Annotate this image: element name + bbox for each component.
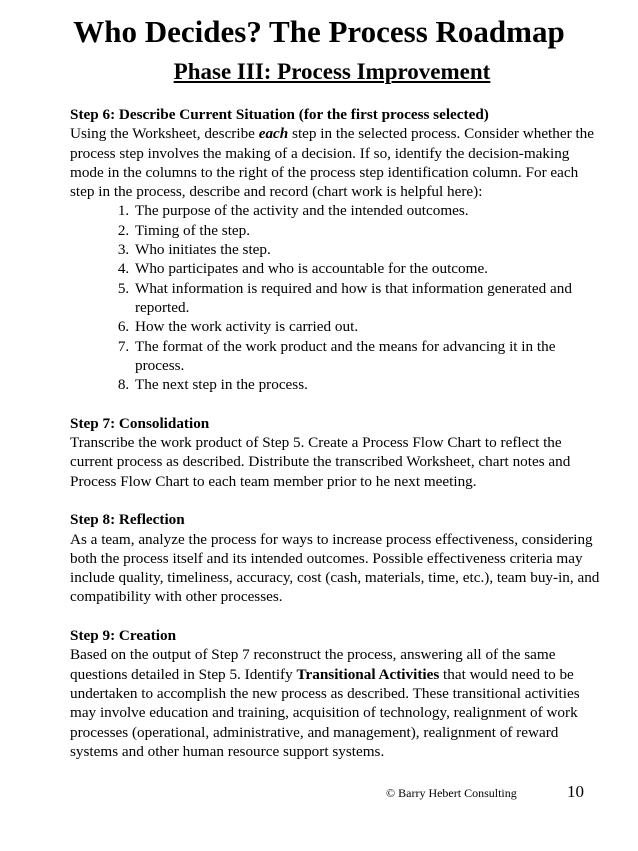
step8-section <box>70 510 600 606</box>
step9-text <box>70 645 600 761</box>
page-number: 10 <box>567 782 584 801</box>
step6-list <box>70 201 600 394</box>
step7-text: Transcribe the work product of Step 5. Create a Process Flow Chart to reflect the current process as described. Distribute the transcribed Worksheet, chart notes and Process Flow Chart to each team member prior to he next meeting. <box>70 434 571 490</box>
list-item: 3. Who initiates the step. <box>133 240 600 259</box>
list-item: 7. The format of the work product and the means for advancing it in the process. <box>133 337 600 376</box>
page-title: Who Decides? The Process Roadmap <box>73 14 565 49</box>
step6-intro-end: step in the selected process. Consider whether the process step involves the making of a decision. If so, identify the decision-making mode in the columns to the right of the process step identification column. For each step in the process, describe and record (chart work is helpful here): <box>70 125 595 201</box>
step9-section <box>70 626 600 761</box>
step6-intro-start: Using the Worksheet, describe <box>70 125 259 143</box>
list-item: 5. What information is required and how is that information generated and reported. <box>133 279 600 318</box>
list-item: 2. Timing of the step. <box>133 221 600 240</box>
step6-heading: Step 6: Describe Current Situation (for the first process selected) <box>70 106 489 123</box>
step9-text-strong: Transitional Activities <box>296 665 440 683</box>
step9-text-end: that would need to be undertaken to accomplish the new process as described. These transitional activities may involve education and training, acquisition of technology, realignment of work processes (operational, administrative, and management), realignment of reward systems and other human resource support systems. <box>70 665 580 760</box>
step6-section <box>70 105 600 394</box>
list-item: 1. The purpose of the activity and the intended outcomes. <box>133 201 600 220</box>
step9-heading: Step 9: Creation <box>70 627 177 645</box>
step7-section <box>70 414 600 491</box>
step7-heading: Step 7: Consolidation <box>70 414 210 432</box>
step9-text-start: Based on the output of Step 7 reconstruct the process, answering all of the same questions detailed in Step 5. Identify <box>70 646 556 683</box>
copyright-notice: © Barry Hebert Consulting <box>386 786 517 800</box>
step8-text: As a team, analyze the process for ways to increase process effectiveness, considering both the process itself and its intended outcomes. Possible effectiveness criteria may include quality, timeliness, accuracy, cost (cash, materials, time, etc.), team buy-in, and compatibility with other processes. <box>70 530 600 606</box>
list-item: 4. Who participates and who is accountable for the outcome. <box>133 259 600 278</box>
list-item: 6. How the work activity is carried out. <box>133 317 600 336</box>
page-footer <box>0 782 638 804</box>
list-item: 8. The next step in the process. <box>133 375 600 394</box>
page-subtitle: Phase III: Process Improvement <box>173 59 491 84</box>
step8-heading: Step 8: Reflection <box>70 511 185 529</box>
document-body <box>70 105 600 780</box>
step6-intro <box>70 124 600 201</box>
step6-intro-emphasis: each <box>258 125 289 143</box>
